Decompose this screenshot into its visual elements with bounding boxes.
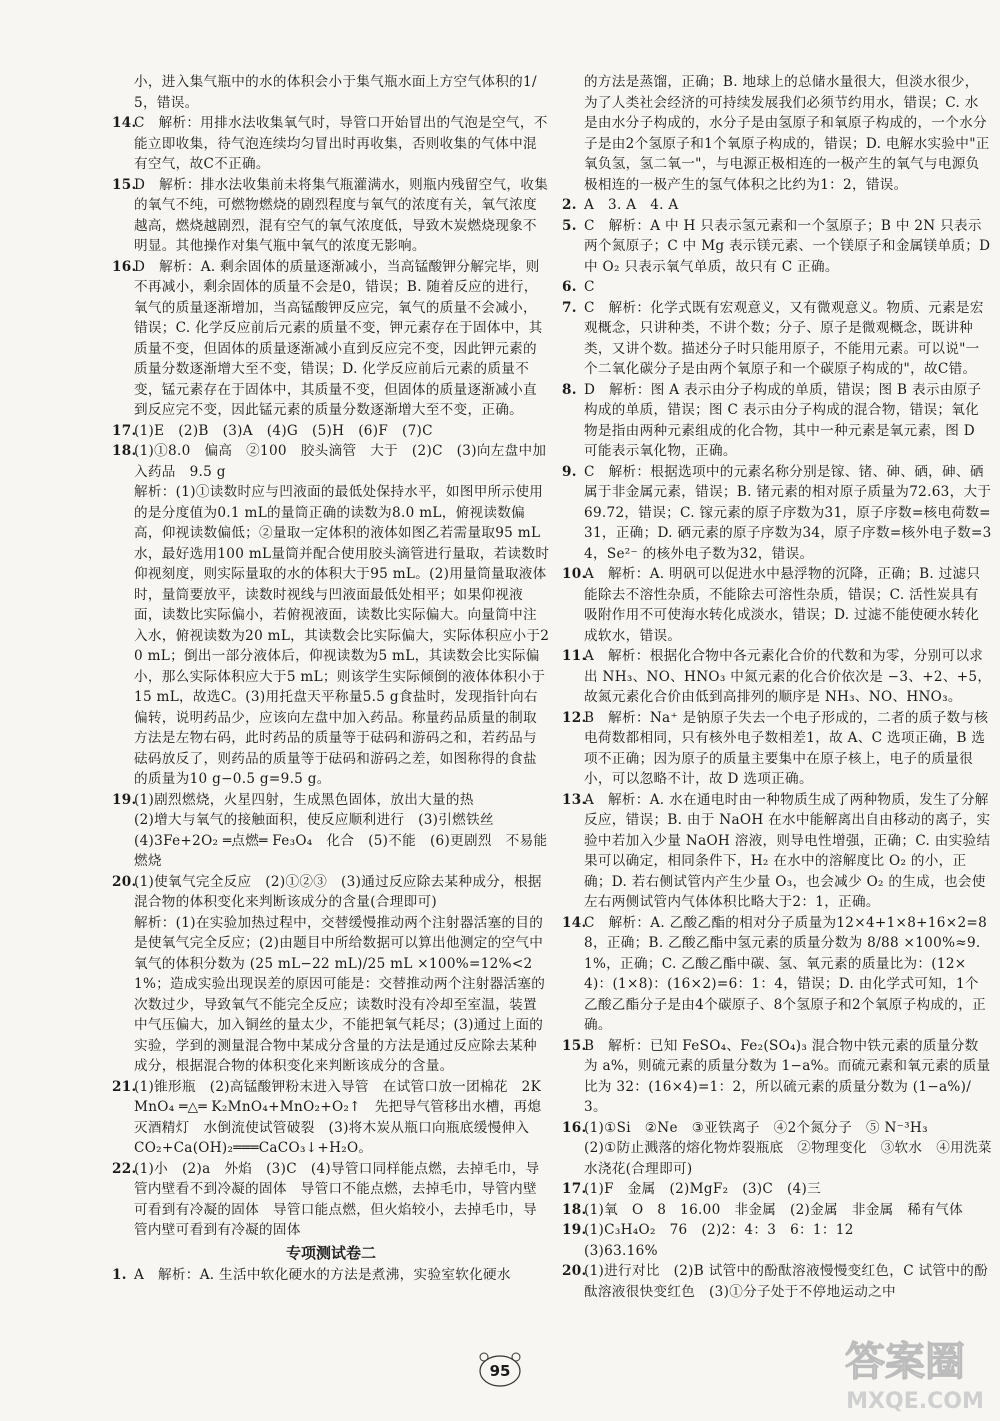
answer-item — [112, 72, 550, 113]
answer-item — [562, 1200, 992, 1221]
item-number: 21. — [112, 1078, 137, 1095]
item-text: A 解析：根据化合物中各元素化合价的代数和为零，分别可以求出 NH₃、NO、HNO₃ 中氮元素的化合价依次是 −3、+2、+5，故氮元素化合价由低到高排列的顺序是 NH₃、NO、HNO₃。 — [584, 648, 992, 705]
item-number: 7. — [562, 299, 577, 316]
item-number: 11. — [562, 648, 587, 664]
answer-item — [562, 564, 992, 646]
item-text: A 解析：A. 明矾可以促进水中悬浮物的沉降，正确；B. 过滤只能除去不溶性杂质，不能除去可溶性杂质，错误；C. 活性炭具有吸附作用不可使海水转化成淡水，错误；D. 过滤不能使硬水转化成软水，错误。 — [584, 566, 981, 644]
item-text: C 解析：A. 乙酸乙酯的相对分子质量为12×4+1×8+16×2=88，正确；B. 乙酸乙酯中氢元素的质量分数为 8/88 ×100%≈9.1%，正确；C. 乙酸乙酯中碳、氢、氧元素的质量比为：(12×4)：(1×8)：(16×2)=6：1：4，错误；D. 由化学式可知，1个乙酸乙酯分子是由4个碳原子、8个氢原子和2个氧原子构成的，正确。 — [584, 914, 988, 1033]
item-text: (1)①Si ②Ne ③亚铁离子 ④2个氮分子 ⑤ N⁻³H₃ (2)①防止溅落的熔化物炸裂瓶底 ②物理变化 ③软水 ④用洗菜水浇花(合理即可) — [584, 1119, 992, 1177]
item-text: (1)F 金属 (2)MgF₂ (3)C (4)三 — [584, 1181, 822, 1197]
answer-item — [562, 216, 995, 278]
item-text: (1)氧 O 8 16.00 非金属 (2)金属 非金属 稀有气体 — [584, 1201, 963, 1218]
item-number: 12. — [562, 709, 587, 726]
answer-item — [562, 277, 992, 298]
answer-item — [562, 790, 992, 913]
answer-item — [112, 113, 550, 175]
item-text: 小，进入集气瓶中的水的体积会小于集气瓶水面上方空气体积的1/5，错误。 — [134, 74, 537, 111]
item-text: D 解析：A. 剩余固体的质量逐渐减小，当高锰酸钾分解完毕，则不再减小，剩余固体的质量不会是0，错误；B. 随着反应的进行，氧气的质量逐渐增加，当高锰酸钾反应完，氧气的质量不会减小，错误；C. 化学反应前后元素的质量不变，钾元素存在于固体中，其质量不变，但固体的质量逐渐减小直到反应完不变，因此钾元素的质量分数逐渐增大至不变，错误；D. 化学反应前后元素的质量不变，锰元素存在于固体中，其质量不变，但固体的质量逐渐减小直到反应完不变，因此锰元素的质量分数逐渐增大至不变，正确。 — [134, 258, 543, 418]
answer-item — [562, 1036, 992, 1118]
item-number: 6. — [562, 279, 577, 295]
item-number: 5. — [562, 217, 577, 234]
item-text: B 解析：已知 FeSO₄、Fe₂(SO₄)₃ 混合物中铁元素的质量分数为 a%，则硫元素的质量分数为 1−a%。而硫元素和氧元素的质量比为 32：(16×4)=1：2，所以硫元素的质量分数为 (1−a%)/3。 — [584, 1037, 991, 1115]
svg-text:答案圈: 答案圈 — [845, 1339, 965, 1385]
answer-item — [112, 257, 550, 421]
left-column — [112, 72, 550, 1286]
item-text: (1)E (2)B (3)A (4)G (5)H (6)F (7)C — [134, 422, 433, 439]
item-number: 19. — [112, 791, 137, 808]
item-number: 17. — [112, 422, 137, 439]
answer-item — [562, 708, 992, 790]
answer-item — [562, 380, 992, 462]
item-number: 16. — [562, 1119, 587, 1136]
answer-item — [112, 790, 550, 872]
answer-item — [562, 1118, 992, 1180]
item-text: C 解析：用排水法收集氧气时，导管口开始冒出的气泡是空气，不能立即收集，待气泡连续均匀冒出时再收集，否则收集的气体中混有空气，故C不正确。 — [134, 115, 548, 172]
item-number: 17. — [562, 1181, 587, 1197]
right-column — [562, 72, 995, 1302]
item-number: 20. — [562, 1263, 587, 1279]
answer-item — [562, 72, 992, 195]
answer-item — [112, 441, 550, 790]
item-number: 1. — [112, 1267, 127, 1283]
answer-item — [562, 195, 992, 216]
item-number: 13. — [562, 791, 587, 808]
answer-item — [562, 298, 992, 380]
item-text: D 解析：图 A 表示由分子构成的单质，错误；图 B 表示由原子构成的单质，错误；图 C 表示由分子构成的混合物，错误；氧化物是指由两种元素组成的化合物，其中一种元素是氧元素，图 D 可能表示氧化物，正确。 — [584, 381, 982, 459]
item-text: (1)小 (2)a 外焰 (3)C (4)导管口同样能点燃，去掉毛巾，导管内壁看不到冷凝的固体 导管口不能点燃，去掉毛巾，导管内壁可看到有冷凝的固体 导管口能点燃，但火焰较小，去掉毛巾，导管内壁可看到有冷凝的固体 — [134, 1160, 540, 1238]
item-number: 9. — [562, 463, 577, 480]
answer-item — [112, 175, 550, 257]
answer-item — [112, 421, 550, 442]
answer-item — [562, 1179, 992, 1200]
item-number: 16. — [112, 258, 137, 275]
item-number: 20. — [112, 873, 137, 890]
watermark-logo — [820, 1330, 990, 1415]
item-number: 14. — [112, 115, 137, 131]
item-text: C 解析：A 中 H 只表示氢元素和一个氢原子；B 中 2N 只表示两个氮原子；C 中 Mg 表示镁元素、一个镁原子和金属镁单质；D 中 O₂ 只表示氧气单质，故只有 C 正确。 — [584, 217, 995, 275]
answer-item — [562, 462, 992, 565]
answer-item — [562, 1220, 992, 1261]
item-number: 15. — [112, 176, 137, 193]
item-text: C — [584, 279, 595, 295]
answer-item — [562, 913, 992, 1036]
answer-item — [112, 1077, 550, 1159]
item-text: (1)进行对比 (2)B 试管中的酚酞溶液慢慢变红色，C 试管中的酚酞溶液很快变红色 (3)①分子处于不停地运动之中 — [584, 1263, 988, 1300]
item-text: (1)锥形瓶 (2)高锰酸钾粉末进入导管 在试管口放一团棉花 2KMnO₄ ═△═ K₂MnO₄+MnO₂+O₂↑ 先把导气管移出水槽，再熄灭酒精灯 水倒流使试管破裂 (3)将木炭从瓶口向瓶底缓慢伸入 CO₂+Ca(OH)₂═══CaCO₃↓+H₂O。 — [134, 1078, 542, 1156]
item-text: (1)剧烈燃烧，火星四射，生成黑色固体，放出大量的热 (2)增大与氧气的接触面积，使反应顺利进行 (3)引燃铁丝 (4)3Fe+2O₂ ═点燃═ Fe₃O₄ 化合 (5)不能 (6)更剧烈 不易能燃烧 — [134, 791, 548, 869]
section-title: 专项测试卷二 — [285, 1243, 376, 1262]
item-text: C 解析：根据选项中的元素名称分别是镓、锗、砷、硒，砷、硒属于非金属元素，错误；B. 锗元素的相对原子质量为72.63，大于69.72，错误；C. 镓元素的原子序数为31，原子序数=核电荷数=31，正确；D. 硒元素的原子序数为34，原子序数=核外电子数=34，Se²⁻ 的核外电子数为32，错误。 — [584, 463, 992, 562]
answer-item — [112, 1265, 550, 1286]
item-text: D 解析：排水法收集前未将集气瓶灌满水，则瓶内残留空气，收集的氧气不纯，可燃物燃烧的剧烈程度与氧气的浓度有关，氧气浓度越高，燃烧越剧烈，混有空气的氧气浓度低，导致木炭燃烧现象不明显。其他操作对集气瓶中氧气的浓度无影响。 — [134, 176, 549, 254]
item-text: B 解析：Na⁺ 是钠原子失去一个电子形成的，二者的质子数与核电荷数都相同，只有核外电子数相差1，故 A、C 选项正确，B 选项不正确；因为原子的质量主要集中在原子核上，电子的质量很小，可以忽略不计，故 D 选项正确。 — [584, 709, 989, 787]
item-text: (1)使氧气完全反应 (2)①②③ (3)通过反应除去某种成分，根据混合物的体积变化来判断该成分的含量(合理即可) 解析：(1)在实验加热过程中，交替缓慢推动两个注射器活塞的目的是使氧气完全反应；(2)由题目中所给数据可以算出他测定的空气中氧气的体积分数为 (25 mL−22 mL)/25 mL ×100%=12%<21%；造成实验出现误差的原因可能是：交替推动两个注射器活塞的次数过少，导致氧气不能完全反应；读数时没有冷却至室温，装置中气压偏大，加入铜丝的量太少，不能把氧气耗尽；(3)通过上面的实验，学到的测量混合物中某成分含量的方法是通过反应除去某种成分，根据混合物的体积变化来判断该成分的含量。 — [134, 873, 546, 1074]
item-text: A 解析：A. 水在通电时由一种物质生成了两种物质，发生了分解反应，错误；B. 由于 NaOH 在水中能解离出自由移动的离子，实验中若加入少量 NaOH 溶液，则导电性增强，正确；C. 由实验结果可以确定，相同条件下，H₂ 在水中的溶解度比 O₂ 的小，正确；D. 若右侧试管内产生少量 O₃，也会减少 O₂ 的生成，也会使左右两侧试管内气体体积比略大于2：1，正确。 — [584, 791, 991, 910]
item-number: 18. — [562, 1201, 587, 1218]
item-number: 15. — [562, 1037, 587, 1054]
item-number: 14. — [562, 914, 587, 931]
item-number: 10. — [562, 566, 587, 582]
item-number: 2. — [562, 197, 577, 213]
item-number: 19. — [562, 1222, 587, 1238]
item-number: 18. — [112, 443, 137, 459]
item-text: C 解析：化学式既有宏观意义，又有微观意义。物质、元素是宏观概念，只讲种类，不讲个数；分子、原子是微观概念，既讲种类，又讲个数。描述分子时只能用原子，不能用元素。可以说"一个二氧化碳分子是由两个氧原子和一个碳原子构成的"，故C错。 — [584, 299, 984, 377]
answer-item — [112, 872, 550, 1077]
answer-item — [562, 646, 992, 708]
answer-item — [112, 1159, 550, 1241]
item-text: 的方法是蒸馏，正确；B. 地球上的总储水量很大，但淡水很少，为了人类社会经济的可持续发展我们必须节约用水，错误；C. 水是由水分子构成的，水分子是由氢原子和氧原子构成的，一个水分子是由2个氢原子和1个氧原子构成的，错误；D. 电解水实验中"正氧负氢，氢二氧一"，与电源正极相连的一极产生的氧气与电源负极相连的一极产生的氢气体积之比约为1：2，错误。 — [584, 74, 990, 193]
item-number: 22. — [112, 1160, 137, 1177]
answer-item — [562, 1261, 992, 1302]
page-number: 95 — [489, 1362, 511, 1380]
item-text: A 解析：A. 生活中软化硬水的方法是煮沸，实验室软化硬水 — [134, 1267, 511, 1283]
item-number: 8. — [562, 381, 577, 398]
svg-text:MXQE.COM: MXQE.COM — [846, 1389, 984, 1414]
item-text: (1)C₃H₄O₂ 76 (2)2：4：3 6：1：12 (3)63.16% — [584, 1222, 854, 1259]
item-text: (1)①8.0 偏高 ②100 胶头滴管 大于 (2)C (3)向左盘中加入药品 9.5 g 解析：(1)①读数时应与凹液面的最低处保持水平，如图甲所示使用的是分度值为0.1 mL的量筒正确的读数为8.0 mL，俯视读数偏高，仰视读数偏低；②量取一定体积的液体如图乙若需量取95 mL水，最好选用100 mL量筒并配合使用胶头滴管进行量取，若读数时仰视刻度，则实际量取的水的体积大于95 mL。(2)用量筒量取液体时，量筒要放平，读数时视线与凹液面最低处相平；如果仰视液面，读数比实际偏小，若俯视液面，读数比实际偏大。向量筒中注入水，俯视读数为20 mL，其读数会比实际偏大，实际体积应小于20 mL；倒出一部分液体后，仰视读数为5 mL，其读数会比实际偏小，那么实际体积应大于5 mL；则该学生实际倾倒的液体体积小于15 mL，故选C。(3)用托盘天平称量5.5 g食盐时，发现指针向右偏转，说明药品少，应该向左盘中加入药品。称量药品质量的制取方法是左物右码，此时药品的质量等于砝码和游码之和，若药品与砝码放反了，则药品的质量等于砝码和游码之差，如图称得的食盐的质量为10 g−0.5 g=9.5 g。 — [134, 443, 550, 787]
item-text: A 3. A 4. A — [584, 197, 679, 213]
